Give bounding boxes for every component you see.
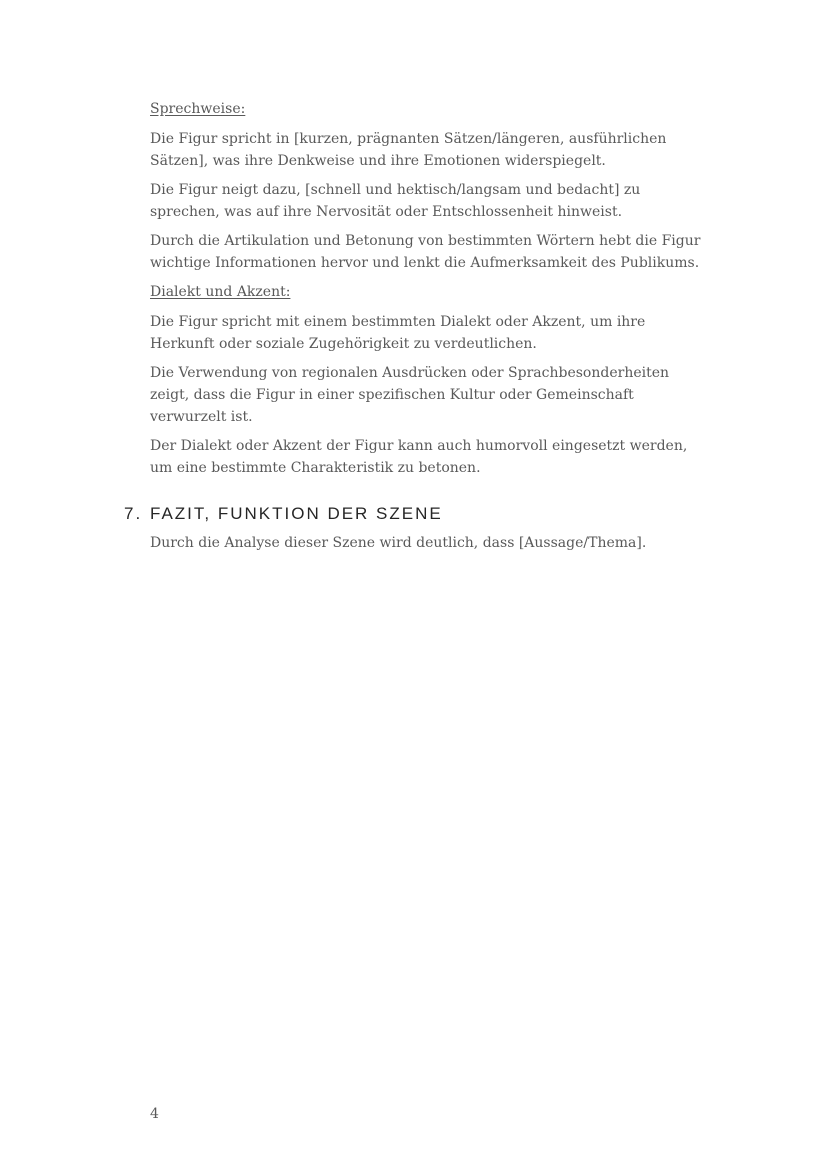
section-heading xyxy=(124,502,724,526)
page-number: 4 xyxy=(150,1106,159,1122)
paragraph: Die Figur spricht in [kurzen, prägnanten Sätzen/längeren, ausführlichen Sätzen], was ihre Denkweise und ihre Emotionen widerspiegelt. xyxy=(150,131,667,169)
paragraph: Durch die Artikulation und Betonung von bestimmten Wörtern hebt die Figur wichtige Informationen hervor und lenkt die Aufmerksamkeit des Publikums. xyxy=(150,233,701,271)
paragraph: Die Figur neigt dazu, [schnell und hektisch/langsam und bedacht] zu sprechen, was auf ihre Nervosität oder Entschlossenheit hinweist. xyxy=(150,182,641,220)
paragraph: Die Figur spricht mit einem bestimmten Dialekt oder Akzent, um ihre Herkunft oder soziale Zugehörigkeit zu verdeutlichen. xyxy=(150,314,646,352)
subheading-dialekt: Dialekt und Akzent: xyxy=(150,284,291,300)
section-fazit xyxy=(124,502,724,554)
paragraph: Der Dialekt oder Akzent der Figur kann auch humorvoll eingesetzt werden, um eine bestimmte Charakteristik zu betonen. xyxy=(150,438,688,476)
paragraph: Die Verwendung von regionalen Ausdrücken oder Sprachbesonderheiten zeigt, dass die Figur in einer spezifischen Kultur oder Gemeinschaft verwurzelt ist. xyxy=(150,365,670,425)
section-title: FAZIT, FUNKTION DER SZENE xyxy=(150,504,443,523)
section-number: 7. xyxy=(124,504,143,523)
section-body-text: Durch die Analyse dieser Szene wird deutlich, dass [Aussage/Thema]. xyxy=(150,535,647,551)
subheading-sprechweise: Sprechweise: xyxy=(150,101,246,117)
document-body xyxy=(150,98,710,486)
